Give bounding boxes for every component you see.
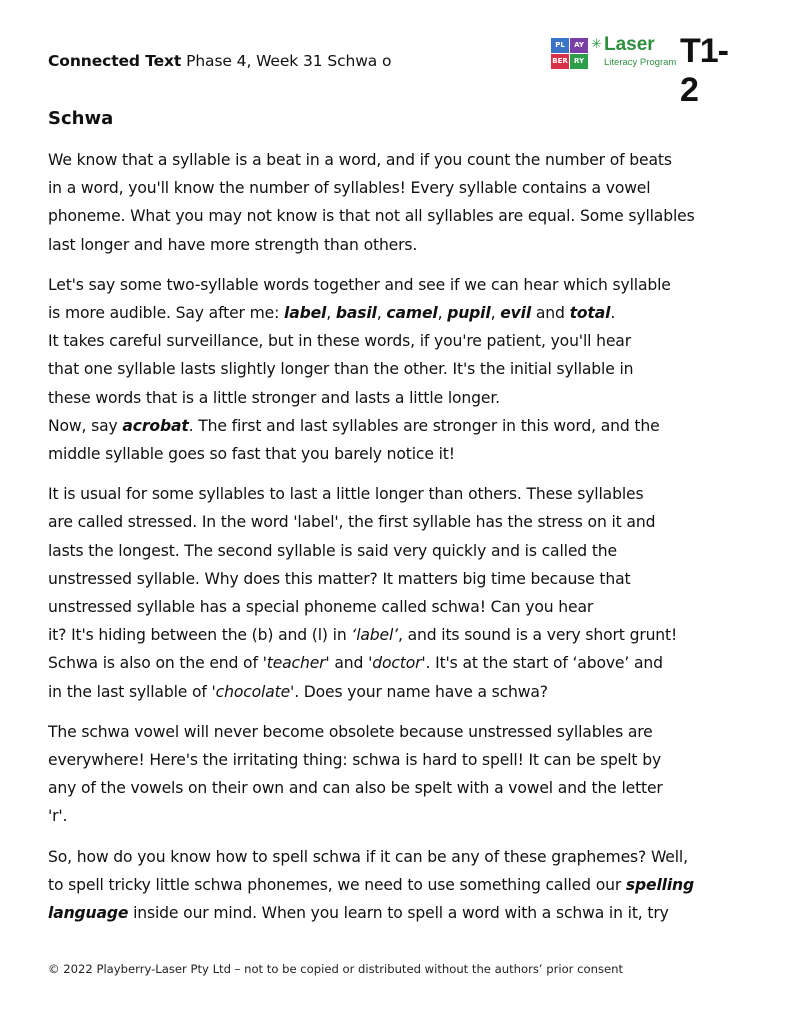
text-line: is more audible. Say after me: label, basil, camel, pupil, evil and total. [48,304,616,323]
header-label: Connected Text [48,52,182,70]
text-line: We know that a syllable is a beat in a word, and if you count the number of beats [48,151,672,169]
example-word: evil [500,304,532,323]
example-word: basil [335,304,377,323]
text-line: Now, say acrobat. The first and last syllables are stronger in this word, and the [48,416,660,435]
logo-brand: Laser [604,34,655,55]
text-line: lasts the longest. The second syllable is said very quickly and is called the [48,541,617,560]
text-line: last longer and have more strength than others. [48,235,418,254]
text-line: everywhere! Here's the irritating thing: schwa is hard to spell! It can be spelt by [48,751,662,770]
text-line: these words that is a little stronger and lasts a little longer. [48,388,500,407]
text-line: are called stressed. In the word 'label', the first syllable has the stress on it and [48,513,656,532]
paragraph-2 [48,271,748,468]
text-line: middle syllable goes so fast that you barely notice it! [48,445,455,464]
text-line: unstressed syllable. Why does this matter? It matters big time because that [48,569,631,588]
text-line: It takes careful surveillance, but in these words, if you're patient, you'll hear [48,332,631,351]
paragraph-1 [48,146,748,259]
text-line: Let's say some two-syllable words together and see if we can hear which syllable [48,275,671,294]
example-word: ‘label’ [351,626,398,645]
text-line: 'r'. [48,807,68,826]
text-line: Schwa is also on the end of 'teacher' and 'doctor'. It's at the start of ‘above’ and [48,654,663,673]
text-line: The schwa vowel will never become obsolete because unstressed syllables are [48,722,653,741]
text-line: any of the vowels on their own and can also be spelt with a vowel and the letter [48,779,663,798]
document-body [48,146,748,939]
key-term: spelling [625,875,695,894]
text-line: to spell tricky little schwa phonemes, we need to use something called our spelling [48,875,695,894]
example-word: label [284,304,327,323]
laser-literacy-logo [551,32,741,109]
logo-tile-4: RY [570,54,588,69]
text-line: So, how do you know how to spell schwa if it can be any of these graphemes? Well, [48,847,688,866]
logo-tile-3: BER [551,54,569,69]
text-line: phoneme. What you may not know is that not all syllables are equal. Some syllables [48,207,695,226]
copyright-footer: © 2022 Playberry-Laser Pty Ltd – not to be copied or distributed without the authors’ prior consent [48,962,624,976]
header-subtitle: Phase 4, Week 31 Schwa o [181,52,392,70]
example-word: camel [386,304,438,323]
logo-tile-2: AY [570,38,588,53]
text-line: It is usual for some syllables to last a little longer than others. These syllables [48,485,644,504]
spark-icon: ✳ [591,37,602,52]
paragraph-4 [48,718,748,831]
logo-level: T1-2 [680,32,728,109]
text-line: that one syllable lasts slightly longer than the other. It's the initial syllable in [48,360,634,379]
page-title: Schwa [48,108,114,129]
text-line: in a word, you'll know the number of syllables! Every syllable contains a vowel [48,179,651,198]
text-line: unstressed syllable has a special phoneme called schwa! Can you hear [48,598,594,617]
logo-subtitle: Literacy Program [604,57,677,68]
example-word: 'chocolate' [211,682,295,701]
paragraph-3 [48,480,748,706]
example-word: acrobat [122,416,189,435]
example-word: total [569,304,611,323]
key-term: language [48,904,129,923]
example-word: pupil [447,304,491,323]
page-header [48,52,391,70]
example-word: 'doctor' [368,654,426,673]
example-word: 'teacher' [262,654,330,673]
paragraph-5 [48,843,748,928]
text-line: language inside our mind. When you learn to spell a word with a schwa in it, try [48,904,669,923]
playberry-tiles [551,38,589,70]
logo-tile-1: PL [551,38,569,53]
text-line: in the last syllable of 'chocolate'. Does your name have a schwa? [48,682,548,701]
text-line: it? It's hiding between the (b) and (l) in ‘label’, and its sound is a very short grunt! [48,626,678,645]
